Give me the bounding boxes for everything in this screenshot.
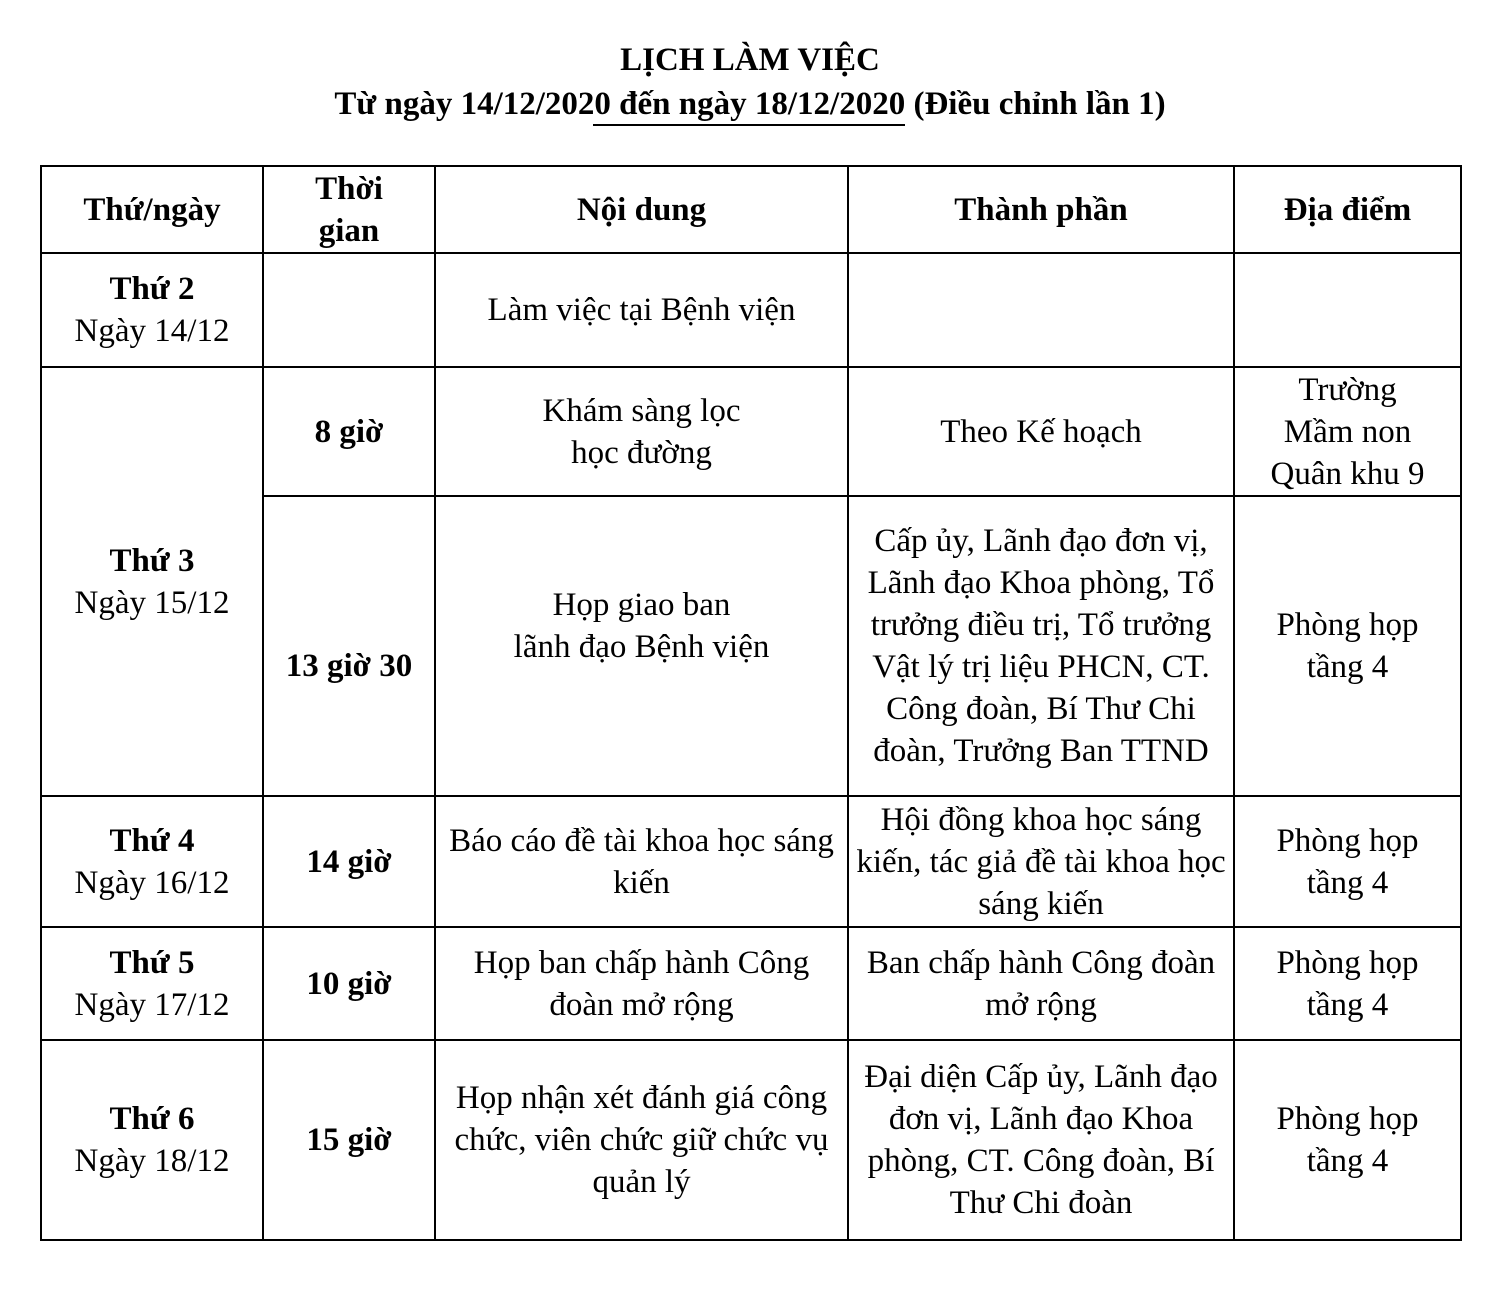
schedule-table — [40, 165, 1462, 1241]
time-cell: 10 giờ — [263, 927, 435, 1040]
day-date: Ngày 17/12 — [74, 986, 230, 1023]
location-cell: Phòng họp tầng 4 — [1234, 927, 1461, 1040]
day-date: Ngày 16/12 — [74, 864, 230, 901]
table-row — [41, 927, 1461, 1040]
content-cell: Báo cáo đề tài khoa học sáng kiến — [435, 796, 848, 927]
day-date: Ngày 15/12 — [74, 584, 230, 621]
content-cell: Họp nhận xét đánh giá công chức, viên chức giữ chức vụ quản lý — [435, 1040, 848, 1240]
location-cell: Phòng họp tầng 4 — [1234, 1040, 1461, 1240]
participants-cell: Cấp ủy, Lãnh đạo đơn vị, Lãnh đạo Khoa phòng, Tổ trưởng điều trị, Tổ trưởng Vật lý trị liệu PHCN, CT. Công đoàn, Bí Thư Chi đoàn, Trưởng Ban TTND — [848, 496, 1234, 796]
table-row — [41, 1040, 1461, 1240]
participants-cell: Ban chấp hành Công đoàn mở rộng — [848, 927, 1234, 1040]
location-cell: Phòng họp tầng 4 — [1234, 496, 1461, 796]
table-row — [41, 253, 1461, 367]
content-cell: Họp giao ban lãnh đạo Bệnh viện — [435, 496, 848, 796]
day-name: Thứ 5 — [109, 944, 195, 981]
time-cell: 14 giờ — [263, 796, 435, 927]
day-name: Thứ 6 — [109, 1101, 195, 1137]
participants-cell — [848, 253, 1234, 367]
header-row — [41, 166, 1461, 253]
header-time: Thời gian — [263, 166, 435, 253]
participants-cell: Hội đồng khoa học sáng kiến, tác giả đề tài khoa học sáng kiến — [848, 796, 1234, 927]
header-participants: Thành phần — [848, 166, 1234, 253]
header-content: Nội dung — [435, 166, 848, 253]
table-row — [41, 367, 1461, 496]
location-cell: Phòng họp tầng 4 — [1234, 796, 1461, 927]
time-cell: 13 giờ 30 — [263, 496, 435, 796]
location-cell — [1234, 253, 1461, 367]
day-cell — [41, 367, 263, 796]
day-name: Thứ 3 — [109, 542, 195, 579]
content-cell: Làm việc tại Bệnh viện — [435, 253, 848, 367]
subtitle-underline — [593, 124, 905, 126]
document-title: LỊCH LÀM VIỆC — [620, 42, 880, 78]
day-cell — [41, 253, 263, 367]
content-cell: Khám sàng lọc học đường — [435, 367, 848, 496]
header-day: Thứ/ngày — [41, 166, 263, 253]
header-location: Địa điểm — [1234, 166, 1461, 253]
day-date: Ngày 18/12 — [74, 1143, 230, 1179]
day-date: Ngày 14/12 — [74, 313, 230, 349]
day-cell — [41, 1040, 263, 1240]
location-cell: Trường Mầm non Quân khu 9 — [1234, 367, 1461, 496]
day-name: Thứ 2 — [109, 271, 195, 307]
time-cell: 15 giờ — [263, 1040, 435, 1240]
document-subtitle: Từ ngày 14/12/2020 đến ngày 18/12/2020 (Điều chỉnh lần 1) — [334, 86, 1166, 122]
time-cell — [263, 253, 435, 367]
time-cell: 8 giờ — [263, 367, 435, 496]
day-cell — [41, 927, 263, 1040]
participants-cell: Theo Kế hoạch — [848, 367, 1234, 496]
day-cell — [41, 796, 263, 927]
day-name: Thứ 4 — [109, 822, 195, 859]
participants-cell: Đại diện Cấp ủy, Lãnh đạo đơn vị, Lãnh đạo Khoa phòng, CT. Công đoàn, Bí Thư Chi đoàn — [848, 1040, 1234, 1240]
table-row — [41, 796, 1461, 927]
content-cell: Họp ban chấp hành Công đoàn mở rộng — [435, 927, 848, 1040]
